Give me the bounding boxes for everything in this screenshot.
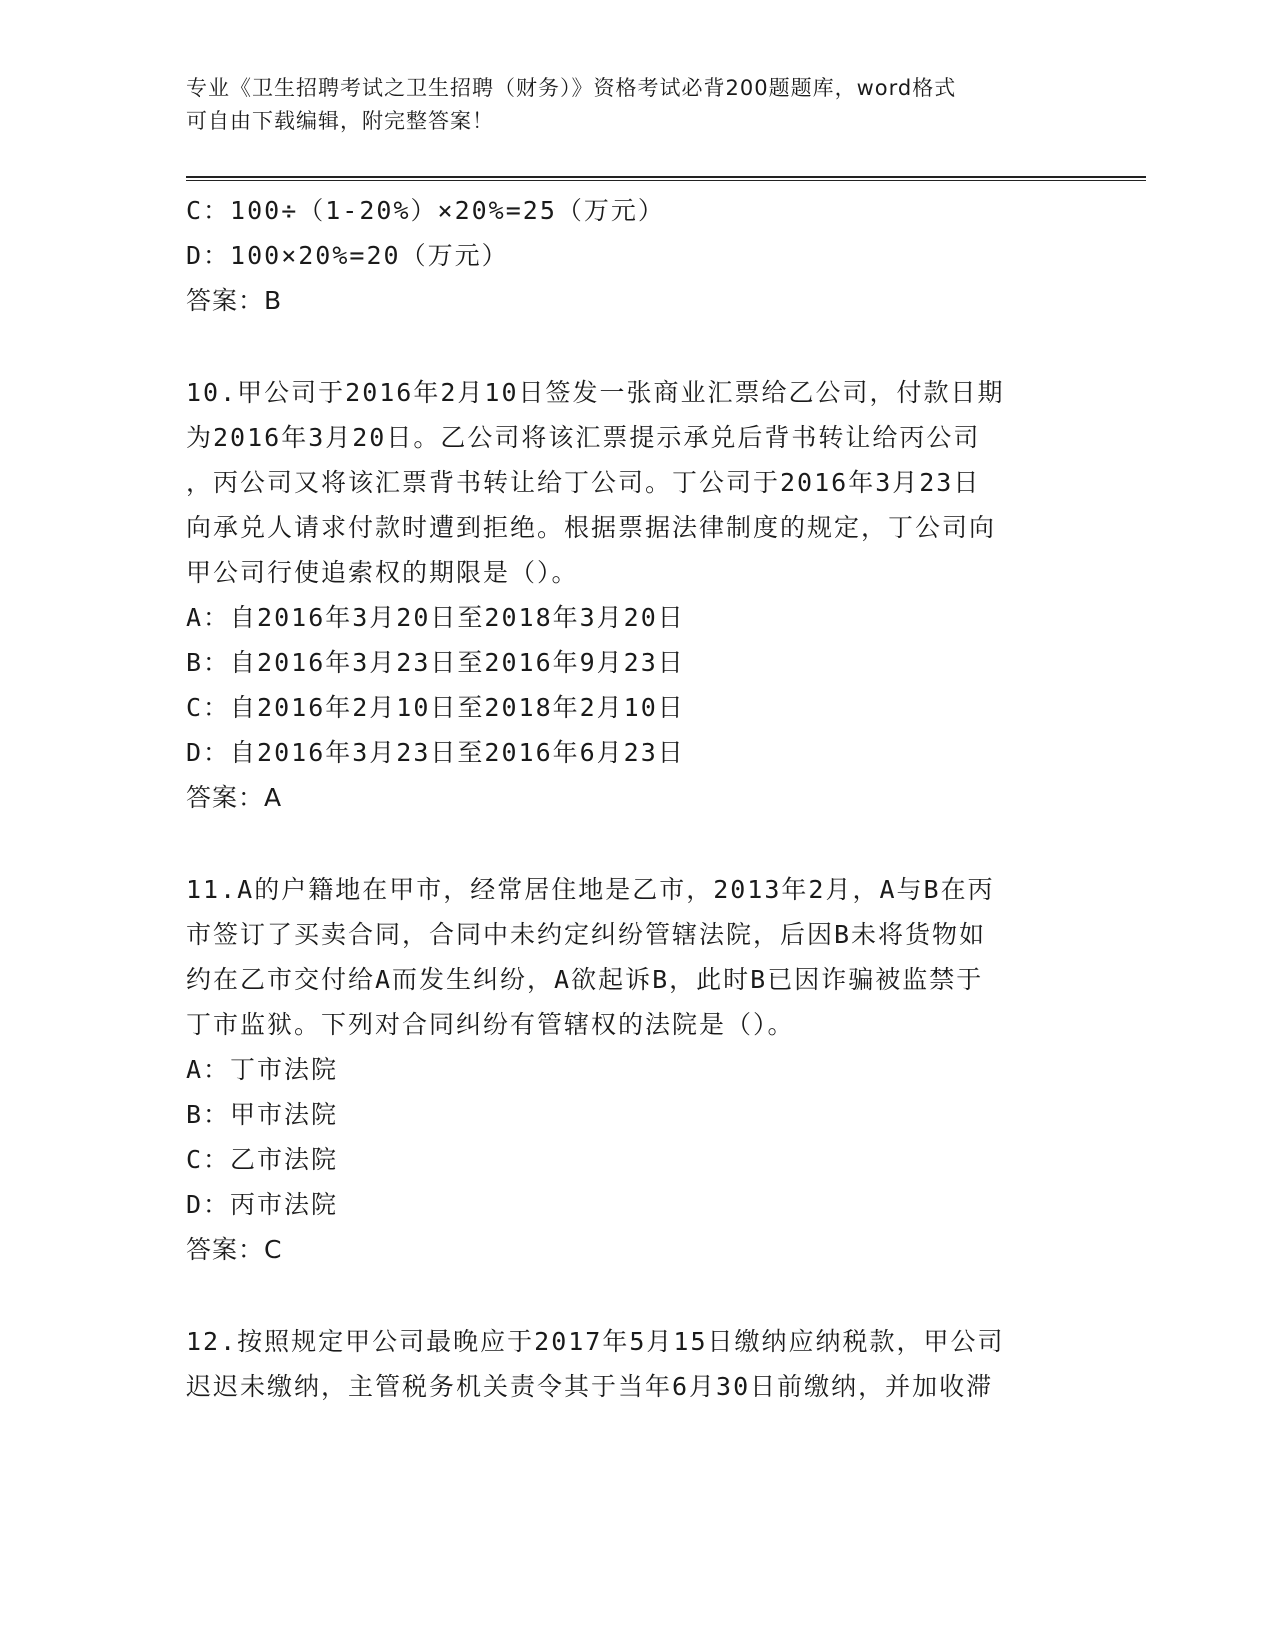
question-12 (186, 1319, 1086, 1409)
previous-question-tail (186, 188, 1086, 323)
question-10 (186, 370, 1086, 820)
option-d: D：丙市法院 (186, 1190, 339, 1219)
document-header (186, 72, 1066, 138)
question-text-line: 10.甲公司于2016年2月10日签发一张商业汇票给乙公司，付款日期 (186, 378, 1005, 407)
question-text-line: 为2016年3月20日。乙公司将该汇票提示承兑后背书转让给丙公司 (186, 423, 981, 452)
option-c: C：100÷（1-20%）×20%=25（万元） (186, 196, 665, 225)
spacer (186, 1272, 1086, 1319)
question-text-line: 约在乙市交付给A而发生纠纷，A欲起诉B，此时B已因诈骗被监禁于 (186, 965, 984, 994)
header-title-line-2: 可自由下载编辑，附完整答案！ (186, 109, 494, 133)
option-d: D：自2016年3月23日至2016年6月23日 (186, 738, 685, 767)
option-b: B：甲市法院 (186, 1100, 339, 1129)
header-title-line-1: 专业《卫生招聘考试之卫生招聘（财务）》资格考试必背200题题库，word格式 (186, 76, 957, 100)
option-b: B：自2016年3月23日至2016年9月23日 (186, 648, 685, 677)
question-text-line: 丁市监狱。下列对合同纠纷有管辖权的法院是（）。 (186, 1010, 795, 1039)
option-a: A：丁市法院 (186, 1055, 339, 1084)
question-text-line: 甲公司行使追索权的期限是（）。 (186, 558, 579, 587)
spacer (186, 323, 1086, 370)
option-d: D：100×20%=20（万元） (186, 241, 509, 270)
option-a: A：自2016年3月20日至2018年3月20日 (186, 603, 685, 632)
question-11 (186, 867, 1086, 1272)
answer-line: 答案：A (186, 783, 283, 812)
question-text-line: 向承兑人请求付款时遭到拒绝。根据票据法律制度的规定，丁公司向 (186, 513, 997, 542)
question-text-line: 12.按照规定甲公司最晚应于2017年5月15日缴纳应纳税款，甲公司 (186, 1327, 1005, 1356)
spacer (186, 820, 1086, 867)
header-divider (186, 176, 1146, 181)
option-c: C：乙市法院 (186, 1145, 339, 1174)
answer-line: 答案：B (186, 286, 283, 315)
question-text-line: 11.A的户籍地在甲市，经常居住地是乙市，2013年2月，A与B在丙 (186, 875, 995, 904)
document-body (186, 188, 1086, 1409)
answer-line: 答案：C (186, 1235, 283, 1264)
question-text-line: ，丙公司又将该汇票背书转让给丁公司。丁公司于2016年3月23日 (186, 468, 981, 497)
option-c: C：自2016年2月10日至2018年2月10日 (186, 693, 685, 722)
question-text-line: 迟迟未缴纳，主管税务机关责令其于当年6月30日前缴纳，并加收滞 (186, 1372, 994, 1401)
question-text-line: 市签订了买卖合同，合同中未约定纠纷管辖法院，后因B未将货物如 (186, 920, 987, 949)
